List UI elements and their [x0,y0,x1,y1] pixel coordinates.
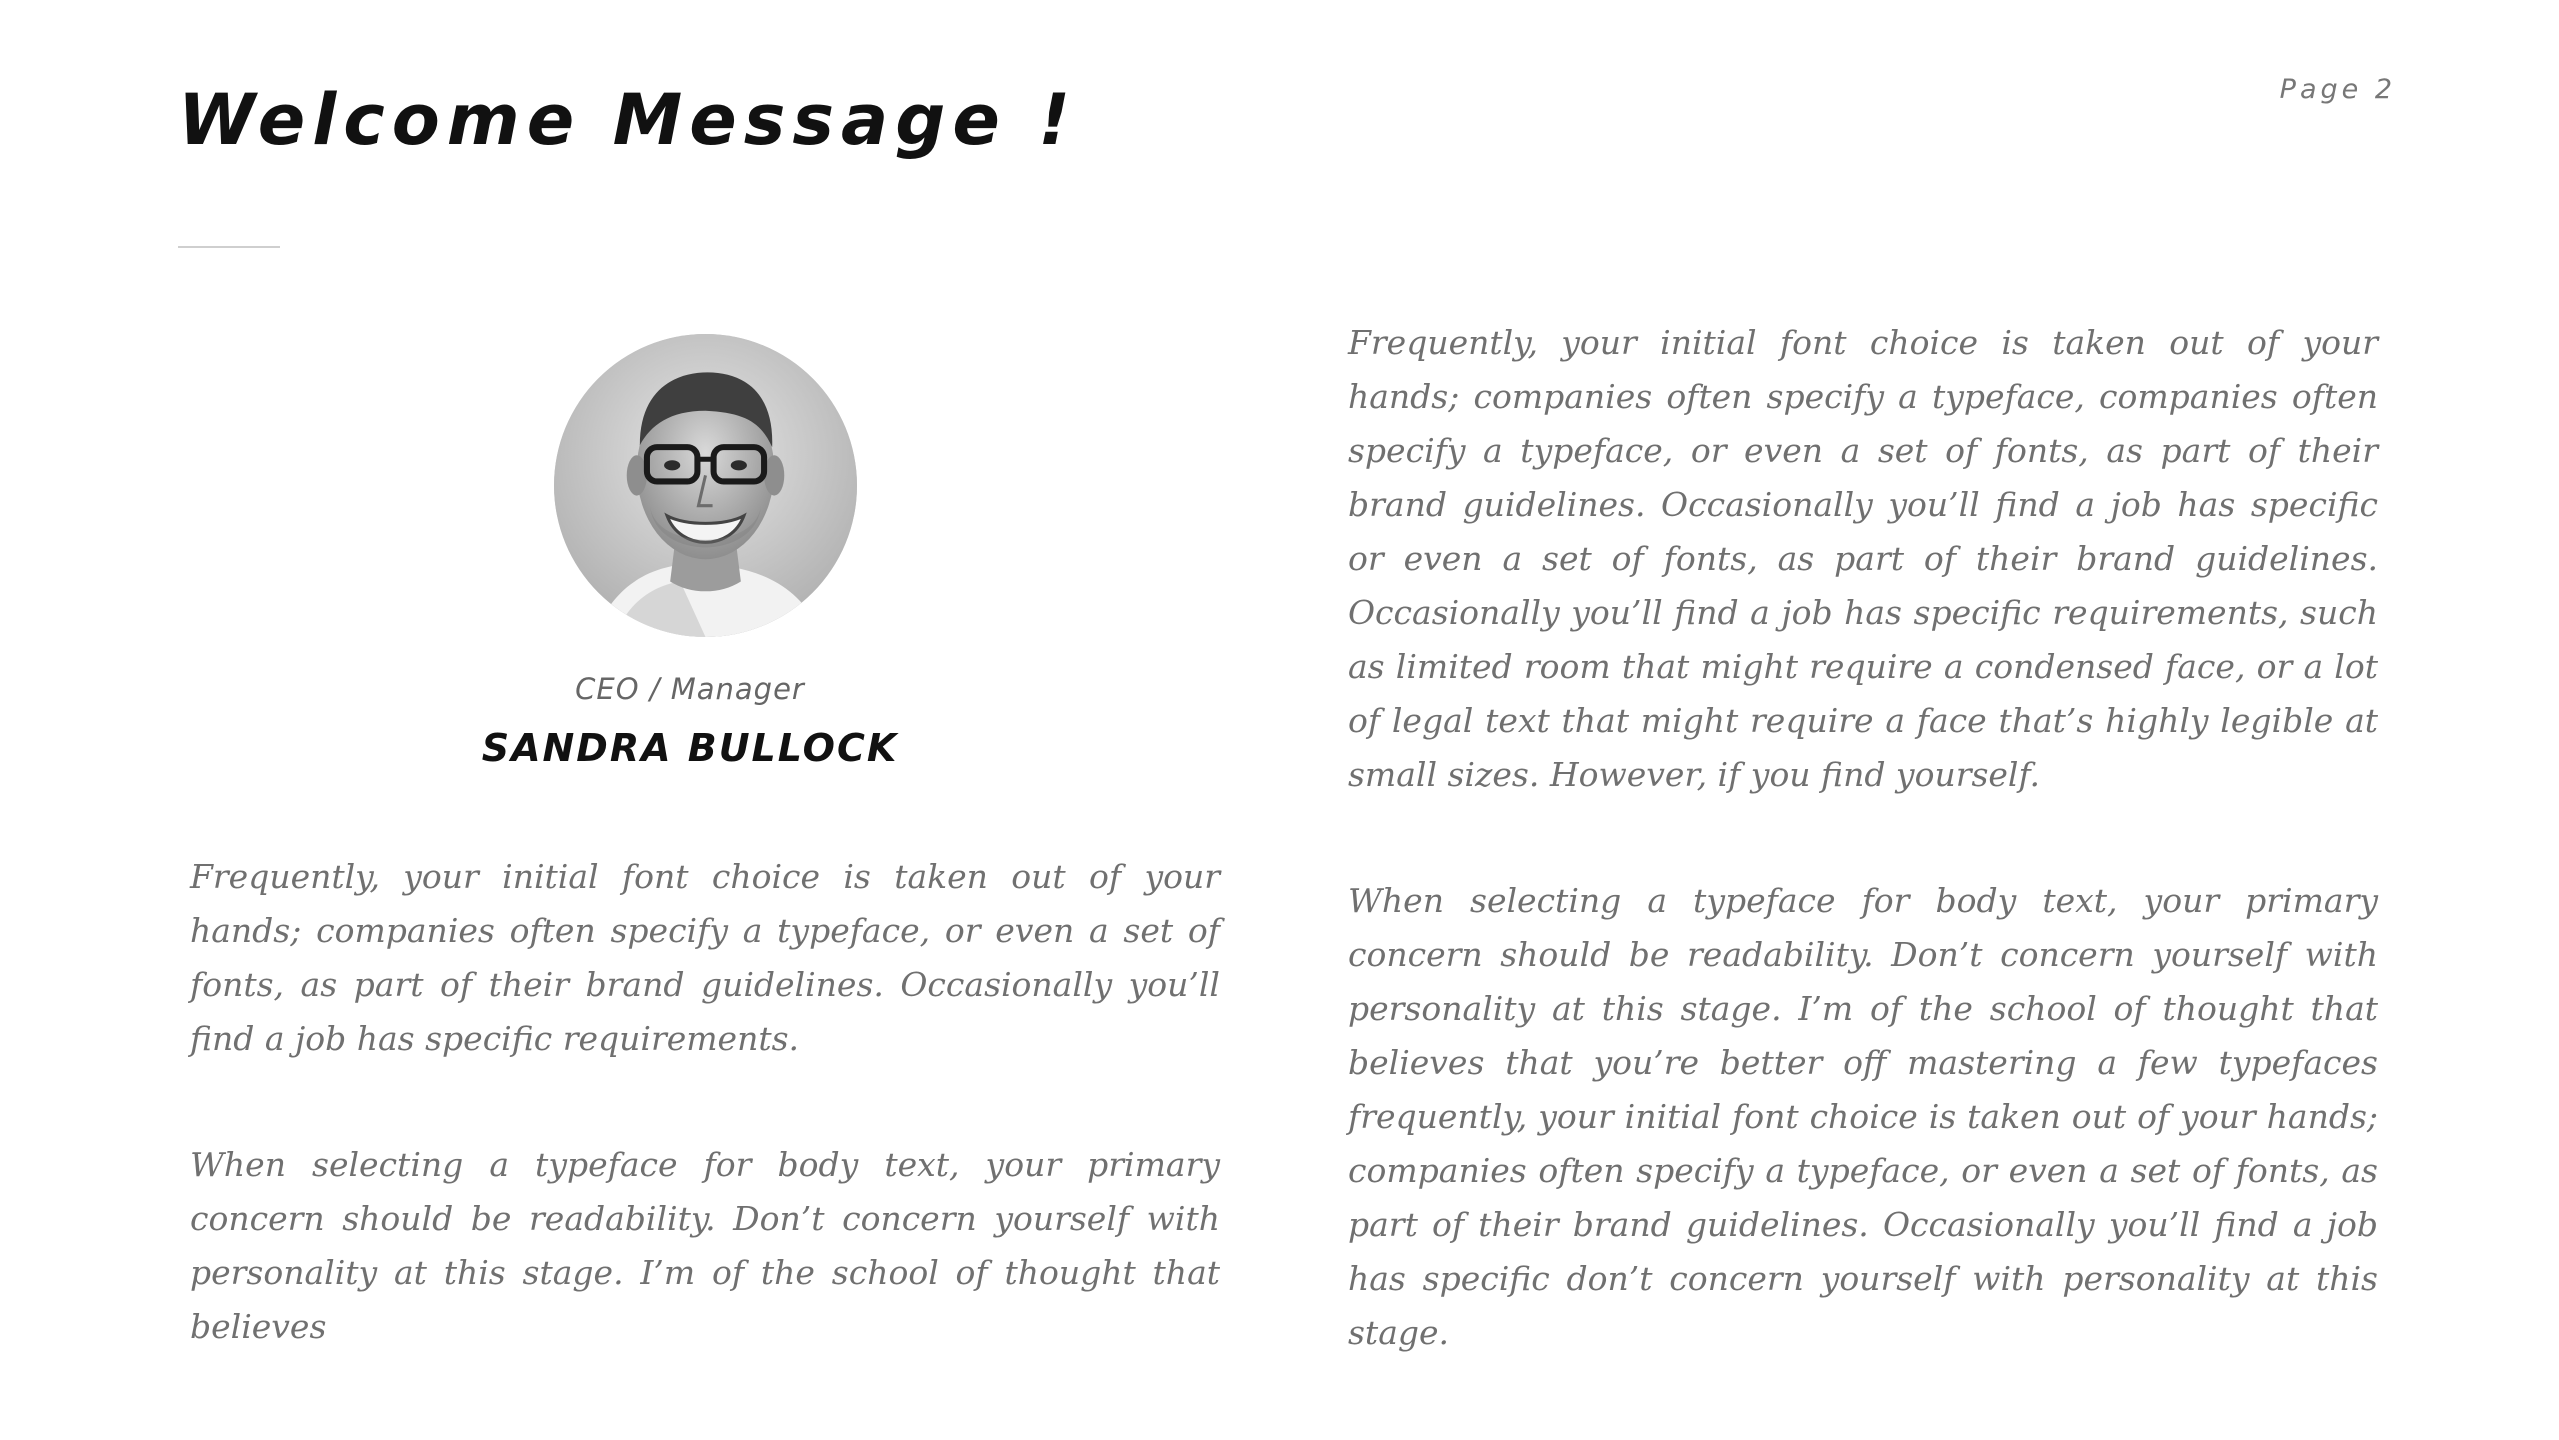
right-paragraph-1: Frequently, your initial font choice is taken out of your hands; companies often specify a typeface, companies often specify a typeface, or even a set of fonts, as part of their brand guidelines. Occasionally you’ll find a job has specific or even a set of fonts, as part of their brand guidelines. Occasionally you’ll find a job has specific requirements, such as limited room that might require a condensed face, or a lot of legal text that might require a face that’s highly legible at small sizes. However, if you find yourself. [1348,323,2378,794]
portrait-photo [554,334,857,637]
title-divider [178,246,280,248]
right-paragraph-2: When selecting a typeface for body text, your primary concern should be readability. Don’t concern yourself with personality at this stage. I’m of the school of thought that believes that you’re better off mastering a few typefaces frequently, your initial font choice is taken out of your hands; companies often specify a typeface, or even a set of fonts, as part of their brand guidelines. Occasionally you’ll find a job has specific don’t concern yourself with personality at this stage. [1348,881,2378,1352]
left-paragraph-2: When selecting a typeface for body text, your primary concern should be readability. Don’t concern yourself with personality at this stage. I’m of the school of thought that believes [190,1145,1220,1346]
job-title: CEO / Manager [575,672,805,706]
page-title: Welcome Message ! [178,79,1078,161]
left-paragraph-1: Frequently, your initial font choice is taken out of your hands; companies often specify a typeface, or even a set of fonts, as part of their brand guidelines. Occasionally you’ll find a job has specific requirements. [190,857,1220,1058]
person-name: SANDRA BULLOCK [481,726,899,770]
avatar [554,334,857,637]
page-number: Page 2 [2279,74,2396,105]
